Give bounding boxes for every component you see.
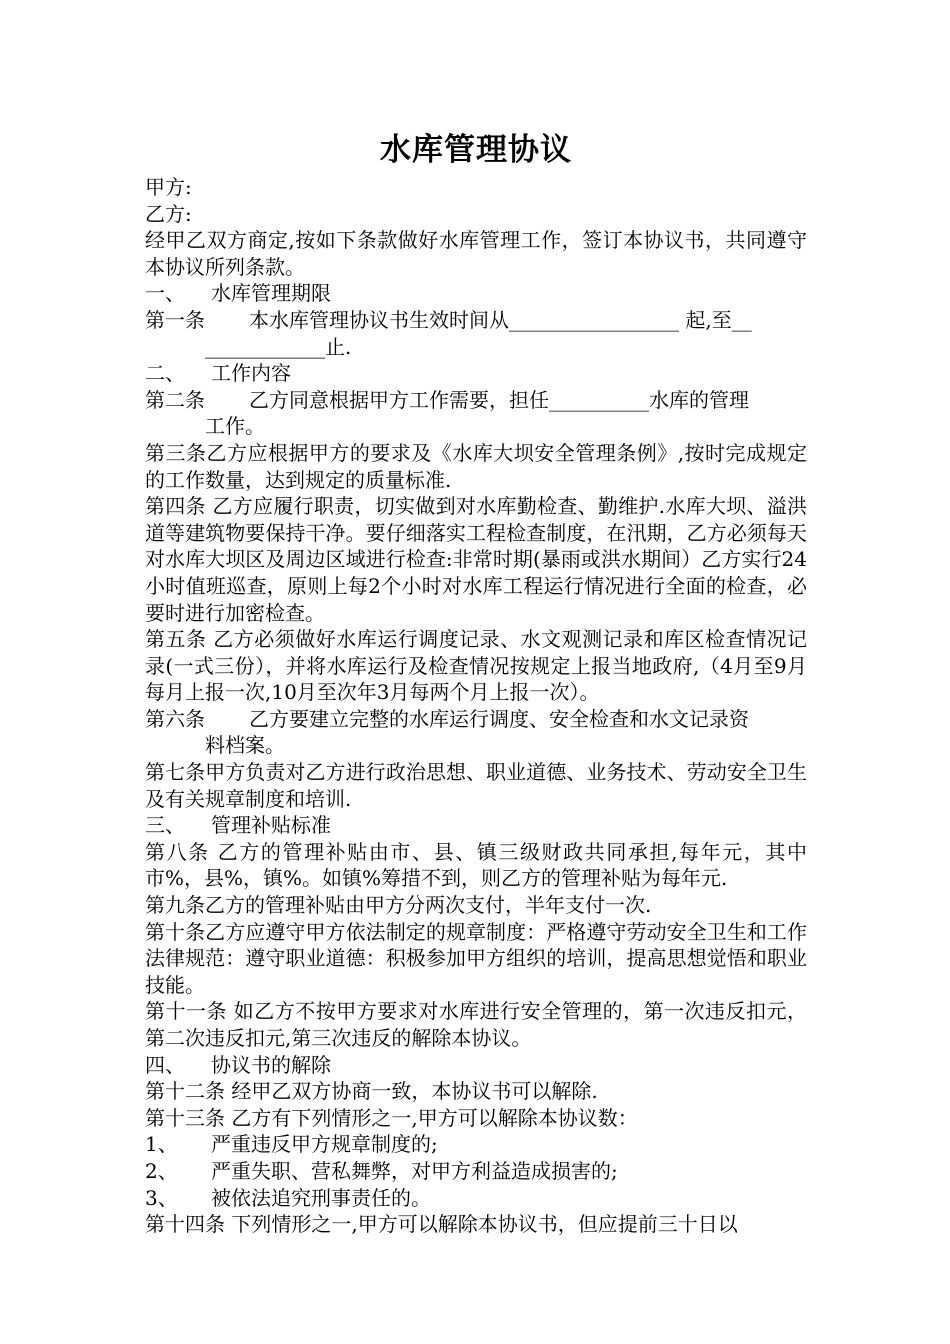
party-a-line: 甲方: — [145, 175, 192, 199]
section-title: 协议书的解除 — [211, 1052, 331, 1077]
article-6-line1 — [145, 706, 807, 733]
article-text: 乙方要建立完整的水库运行调度、安全检查和水文记录资 — [249, 706, 749, 731]
article-13: 第十三条 乙方有下列情形之一,甲方可以解除本协议数： — [145, 1105, 638, 1130]
section-1-heading — [145, 280, 807, 307]
section-2-heading — [145, 360, 807, 387]
article-text: 乙方同意根据甲方工作需要，担任__________水库的管理 — [249, 387, 749, 412]
article-8: 第八条 乙方的管理补贴由市、县、镇三级财政共同承担,每年元，其中市%，县%，镇%。如镇%筹措不到，则乙方的管理补贴为每年元. — [145, 839, 807, 891]
list-item-number: 2、 — [145, 1158, 178, 1183]
article-14: 第十四条 下列情形之一,甲方可以解除本协议书，但应提前三十日以 — [145, 1212, 738, 1237]
document-page — [145, 128, 807, 1238]
list-item — [145, 1185, 807, 1212]
article-11: 第十一条 如乙方不按甲方要求对水库进行安全管理的，第一次违反扣元，第二次违反扣元,第三次违反的解除本协议。 — [145, 999, 807, 1050]
article-1-line1 — [145, 307, 807, 334]
party-b-line: 乙方: — [145, 201, 192, 226]
article-label: 第二条 — [145, 387, 205, 412]
section-4-heading — [145, 1052, 807, 1079]
article-2-line2: 工作。 — [205, 414, 265, 439]
list-item-text: 严重失职、营私舞弊，对甲方利益造成损害的; — [211, 1158, 618, 1183]
list-item-number: 3、 — [145, 1185, 178, 1210]
document-title: 水库管理协议 — [380, 132, 572, 168]
intro-paragraph: 经甲乙双方商定,按如下条款做好水库管理工作，签订本协议书，共同遵守本协议所列条款。 — [145, 228, 807, 279]
list-item-number: 1、 — [145, 1132, 178, 1157]
article-7: 第七条甲方负责对乙方进行政治思想、职业道德、业务技术、劳动安全卫生及有关规章制度和培训. — [145, 760, 807, 811]
article-text: 本水库管理协议书生效时间从_________________ 起,至__ — [249, 307, 752, 332]
article-9: 第九条乙方的管理补贴由甲方分两次支付，半年支付一次. — [145, 893, 652, 918]
section-title: 管理补贴标准 — [211, 813, 331, 838]
article-4: 第四条 乙方应履行职责，切实做到对水库勤检查、勤维护.水库大坝、溢洪道等建筑物要保持干净。要仔细落实工程检查制度，在汛期，乙方必须每天对水库大坝区及周边区域进行检查:非常时期(暴雨或洪水期间）乙方实行24小时值班巡查，原则上每2个小时对水库工程运行情况进行全面的检查，必要时进行加密检查。 — [145, 494, 807, 625]
section-3-heading — [145, 812, 807, 839]
section-number: 三、 — [145, 813, 185, 838]
list-item — [145, 1158, 807, 1185]
section-number: 二、 — [145, 361, 185, 386]
article-6-line2: 料档案。 — [205, 733, 285, 758]
article-10: 第十条乙方应遵守甲方依法制定的规章制度：严格遵守劳动安全卫生和工作法律规范：遵守职业道德：积极参加甲方组织的培训，提高思想觉悟和职业技能。 — [145, 919, 807, 997]
article-5: 第五条 乙方必须做好水库运行调度记录、水文观测记录和库区检查情况记录(一式三份），并将水库运行及检查情况按规定上报当地政府,（4月至9月每月上报一次,10月至次年3月每两个月上报一次）。 — [145, 627, 807, 705]
article-3: 第三条乙方应根据甲方的要求及《水库大坝安全管理条例》,按时完成规定的工作数量，达到规定的质量标准. — [145, 440, 807, 492]
article-12: 第十二条 经甲乙双方协商一致，本协议书可以解除. — [145, 1079, 598, 1104]
article-label: 第六条 — [145, 706, 205, 731]
section-number: 四、 — [145, 1052, 185, 1077]
article-1-line2: ____________止. — [205, 334, 352, 359]
section-title: 水库管理期限 — [211, 281, 331, 306]
list-item-text: 严重违反甲方规章制度的; — [211, 1132, 438, 1157]
article-2-line1 — [145, 387, 807, 414]
article-label: 第一条 — [145, 307, 205, 332]
section-number: 一、 — [145, 281, 185, 306]
section-title: 工作内容 — [211, 361, 291, 386]
list-item-text: 被依法追究刑事责任的。 — [211, 1185, 431, 1210]
list-item — [145, 1131, 807, 1158]
